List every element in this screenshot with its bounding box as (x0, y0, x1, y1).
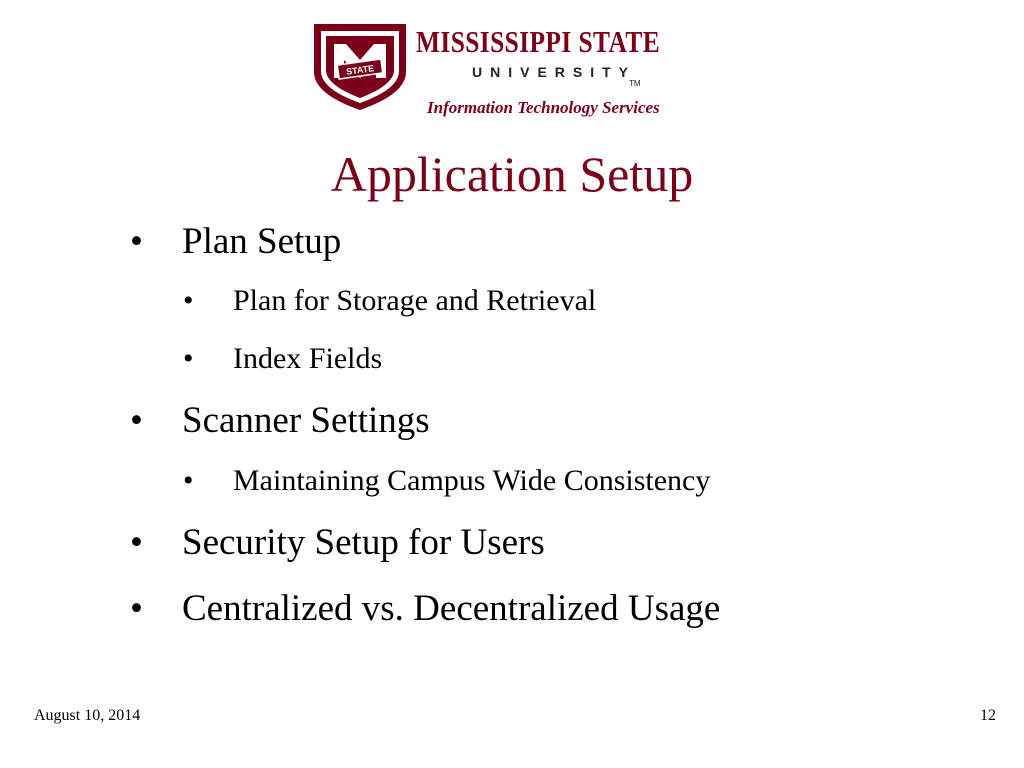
bullet-text: Centralized vs. Decentralized Usage (182, 588, 721, 629)
logo-department: Information Technology Services (427, 98, 660, 117)
slide-title: Application Setup (330, 146, 694, 202)
footer-date: August 10, 2014 (34, 707, 141, 724)
bullet-dot: • (130, 221, 143, 262)
logo (312, 22, 692, 122)
logo-trademark: TM (629, 79, 641, 88)
logo-university-subtitle: UNIVERSITY (472, 64, 637, 80)
bullet-dot: • (183, 342, 194, 375)
bullet-text: Scanner Settings (182, 400, 430, 441)
bullet-text: Plan Setup (182, 221, 342, 262)
bullet-text: Plan for Storage and Retrieval (233, 284, 597, 317)
logo-university-name: MISSISSIPPI STATE (416, 24, 661, 59)
bullet-dot: • (183, 464, 194, 497)
bullet-text: Security Setup for Users (182, 522, 545, 563)
shield-icon (312, 22, 408, 112)
page-number: 12 (980, 707, 996, 724)
bullet-dot: • (130, 522, 143, 563)
bullet-dot: • (183, 284, 194, 317)
bullet-text: Maintaining Campus Wide Consistency (233, 464, 711, 497)
bullet-dot: • (130, 588, 143, 629)
bullet-dot: • (130, 400, 143, 441)
bullet-text: Index Fields (233, 342, 383, 375)
logo-shield-text: STATE (345, 63, 375, 77)
